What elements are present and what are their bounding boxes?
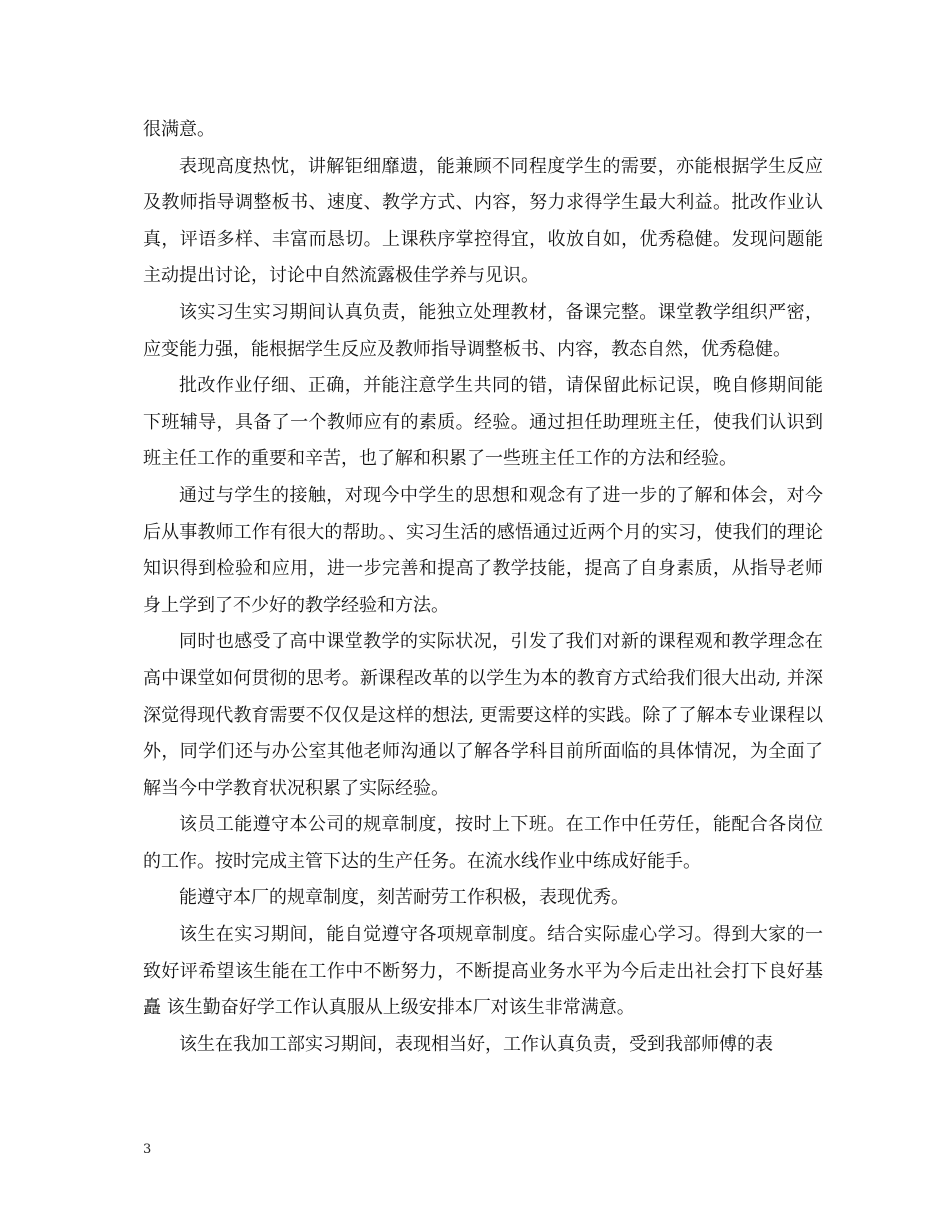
paragraph: 表现高度热忱，讲解钜细靡遗，能兼顾不同程度学生的需要，亦能根据学生反应及教师指导调整板书、速度、教学方式、内容，努力求得学生最大利益。批改作业认真，评语多样、丰富而恳切。上课秩序掌控得宜，收放自如，优秀稳健。发现问题能主动提出讨论，讨论中自然流露极佳学养与见识。	[143, 155, 823, 287]
paragraph: 同时也感受了高中课堂教学的实际状况，引发了我们对新的课程观和教学理念在高中课堂如何贯彻的思考。新课程改革的以学生为本的教育方式给我们很大出动, 并深深觉得现代教育需要不仅仅是这样的想法, 更需要这样的实践。除了了解本专业课程以外，同学们还与办公室其他老师沟通以了解各学科目前所面临的具体情况，为全面了解当今中学教育状况积累了实际经验。	[143, 631, 823, 799]
document-body	[143, 112, 823, 1063]
paragraph: 该实习生实习期间认真负责，能独立处理教材，备课完整。课堂教学组织严密，应变能力强，能根据学生反应及教师指导调整板书、内容，教态自然，优秀稳健。	[143, 301, 823, 360]
paragraph: 该生在我加工部实习期间，表现相当好，工作认真负责，受到我部师傅的表	[179, 1033, 773, 1055]
paragraph: 该生在实习期间，能自觉遵守各项规章制度。结合实际虚心学习。得到大家的一致好评希望该生能在工作中不断努力，不断提高业务水平为今后走出社会打下良好基矗 该生勤奋好学工作认真服从上级安排本厂对该生非常满意。	[143, 924, 823, 1019]
paragraph: 能遵守本厂的规章制度，刻苦耐劳工作积极，表现优秀。	[179, 887, 629, 909]
paragraph: 批改作业仔细、正确，并能注意学生共同的错，请保留此标记误，晚自修期间能下班辅导，具备了一个教师应有的素质。经验。通过担任助理班主任，使我们认识到班主任工作的重要和辛苦，也了解和积累了一些班主任工作的方法和经验。	[143, 375, 823, 470]
paragraph: 通过与学生的接触，对现今中学生的思想和观念有了进一步的了解和体会，对今后从事教师工作有很大的帮助。、实习生活的感悟通过近两个月的实习，使我们的理论知识得到检验和应用，进一步完善和提高了教学技能，提高了自身素质，从指导老师身上学到了不少好的教学经验和方法。	[143, 484, 823, 616]
paragraph: 很满意。	[143, 119, 215, 140]
page-number: 3	[143, 1142, 152, 1157]
paragraph: 该员工能遵守本公司的规章制度，按时上下班。在工作中任劳任，能配合各岗位的工作。按时完成主管下达的生产任务。在流水线作业中练成好能手。	[143, 814, 823, 872]
